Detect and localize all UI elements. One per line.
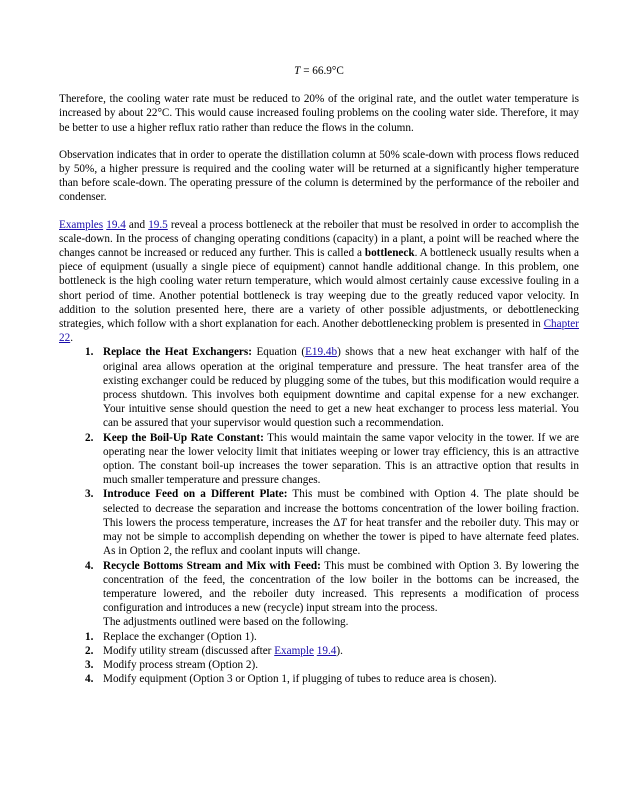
link-examples[interactable]: Examples	[59, 218, 104, 231]
link-example-19-4[interactable]: 19.4	[106, 218, 126, 231]
option-title: Recycle Bottoms Stream and Mix with Feed:	[103, 559, 321, 572]
option-title: Introduce Feed on a Different Plate:	[103, 488, 288, 501]
link-example-19-4-ref[interactable]: 19.4	[316, 644, 337, 657]
option-title: Keep the Boil-Up Rate Constant:	[103, 431, 264, 444]
summary-item: 3. Modify process stream (Option 2).	[85, 658, 259, 671]
option-item: 4. Recycle Bottoms Stream and Mix with Feed: This must be combined with Option 3. By lowering the concentration of the feed, the concentration of the low boiler in the bottoms can be increased, the temperature lowered, and the reboiler duty increased. This represents a modification of process configuration and introduces a new (recycle) input stream into the process.	[85, 559, 579, 615]
document-page	[59, 64, 579, 686]
link-equation-e19-4b[interactable]: E19.4b	[305, 346, 338, 359]
summary-item: 4. Modify equipment (Option 3 or Option 1, if plugging of tubes to reduce area is chosen).	[85, 673, 497, 686]
summary-list	[59, 630, 579, 687]
paragraph-observation: Observation indicates that in order to operate the distillation column at 50% scale-down with process flows reduced by 50%, a higher pressure is required and the cooling water will be returned at a significantly higher temperature than before scale-down. The operating pressure of the column is determined by the performance of the reboiler and condenser.	[59, 148, 579, 204]
paragraph-bottleneck: Examples 19.4 and 19.5 reveal a process bottleneck at the reboiler that must be resolved in order to accomplish the scale-down. In the process of changing operating conditions (capacity) in a plant, a point will be reached where the changes cannot be increased or reduced any further. This is called a bottleneck. A bottleneck usually results when a piece of equipment (usually a single piece of equipment) cannot handle additional change. In this problem, one bottleneck is the high cooling water return temperature, which would almost certainly cause excessive fouling in a short period of time. Another potential bottleneck is tray weeping due to the greatly reduced vapor velocity. In addition to the solution presented here, there are a variety of other possible adjustments, or debottlenecking strategies, which follow with a short explanation for each. Another debottlenecking problem is presented in Chapter 22.	[59, 218, 580, 345]
option-item: 3. Introduce Feed on a Different Plate: This must be combined with Option 4. The plate should be selected to decrease the separation and increase the bottoms concentration of the lower boiling fraction. This lowers the process temperature, increases the ΔT for heat transfer and the reboiler duty. This may or may not be simple to accomplish depending on whether the tower is piped to have alternate feed plates. As in Option 2, the reflux and coolant inputs will change.	[85, 488, 579, 558]
equation-value: = 66.9°C	[300, 65, 344, 77]
equation-variable: T	[294, 65, 301, 77]
link-chapter-22[interactable]: 22	[59, 332, 71, 345]
link-chapter[interactable]: Chapter	[543, 318, 579, 331]
summary-intro: The adjustments outlined were based on the following.	[103, 616, 349, 629]
link-example-19-5[interactable]: 19.5	[148, 218, 168, 231]
summary-item: 1. Replace the exchanger (Option 1).	[85, 630, 257, 643]
option-item: 2. Keep the Boil-Up Rate Constant: This would maintain the same vapor velocity in the tower. If we are operating near the lower velocity limit that initiates weeping or lower tray efficiency, this is an attractive option. The constant boil-up increases the tower separation. This is an attractive option that results in much smaller temperature and pressure changes.	[85, 431, 579, 487]
equation	[59, 64, 579, 78]
link-example[interactable]: Example	[274, 644, 314, 657]
options-list	[59, 345, 579, 615]
paragraph-cooling-water: Therefore, the cooling water rate must be reduced to 20% of the original rate, and the outlet water temperature is increased by about 22°C. This would cause increased fouling problems on the cooling water side. Therefore, it may be better to use a higher reflux ratio rather than reduce the flows in the column.	[59, 93, 579, 134]
summary-item: 2. Modify utility stream (discussed after Example 19.4).	[85, 644, 343, 657]
term-bottleneck: bottleneck	[364, 247, 415, 260]
option-title: Replace the Heat Exchangers:	[103, 346, 252, 359]
option-item: 1. Replace the Heat Exchangers: Equation (E19.4b) shows that a new heat exchanger with half of the original area allows operation at the original temperature and pressure. The heat transfer area of the existing exchanger could be reduced by plugging some of the tubes, but this modification would require a process shutdown. This involves both equipment downtime and capital expense for a new exchanger. Your intuitive sense should question the need to get a new heat exchanger to process less material. You can be assured that your supervisor would question such a recommendation.	[85, 346, 579, 430]
